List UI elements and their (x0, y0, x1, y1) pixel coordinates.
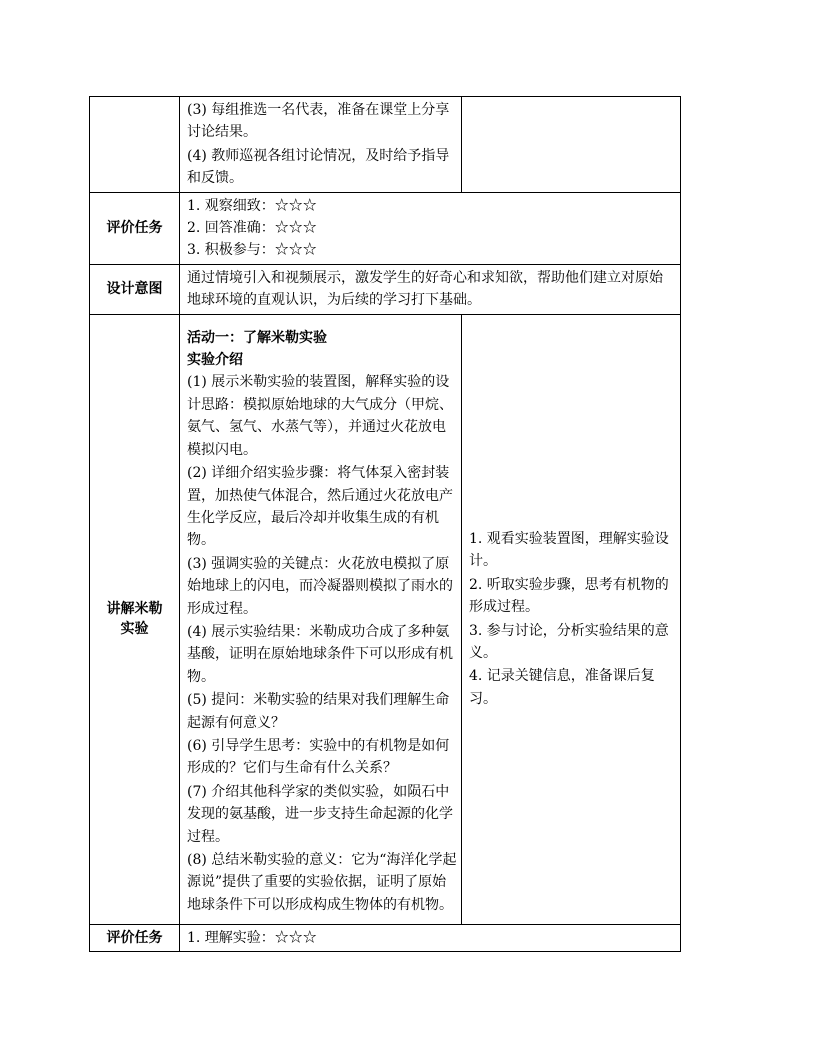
evaluation-criteria-cell (180, 192, 681, 264)
teacher-step-7: (7) 介绍其他科学家的类似实验，如陨石中发现的氨基酸，进一步支持生命起源的化学过程。 (187, 783, 453, 845)
design-intent-text: 通过情境引入和视频展示，激发学生的好奇心和求知欲，帮助他们建立对原始地球环境的直观认识，为后续的学习打下基础。 (187, 269, 663, 309)
student-step-4: 4. 记录关键信息，准备课后复习。 (469, 668, 655, 707)
discussion-step-4: (4) 教师巡视各组讨论情况，及时给予指导和反馈。 (187, 147, 450, 187)
table-row-evaluation-2 (90, 924, 681, 951)
section-title: 实验介绍 (187, 352, 243, 369)
activity-title: 活动一：了解米勒实验 (187, 329, 327, 346)
student-step-3: 3. 参与讨论，分析实验结果的意义。 (469, 622, 669, 662)
table-row-miller-experiment (90, 314, 681, 924)
teacher-activity-cell (180, 314, 462, 924)
discussion-steps-cell (180, 97, 462, 193)
row-label-line-2: 实验 (120, 621, 149, 638)
teacher-step-1: (1) 展示米勒实验的装置图，解释实验的设计思路：模拟原始地球的大气成分（甲烷、氨气、氢气、水蒸气等），并通过火花放电模拟闪电。 (187, 374, 453, 458)
evaluation-item-2: 2. 回答准确：☆☆☆ (187, 220, 317, 237)
design-intent-cell (180, 264, 681, 314)
row-label-miller-experiment (90, 314, 180, 924)
student-activity-empty-cell (462, 97, 681, 193)
table-row-discussion-continued (90, 97, 681, 193)
teacher-step-4: (4) 展示实验结果：米勒成功合成了多种氨基酸，证明在原始地球条件下可以形成有机物。 (187, 623, 453, 685)
table-row-design-intent (90, 264, 681, 314)
row-label-evaluation: 评价任务 (90, 192, 180, 264)
discussion-step-3: (3) 每组推选一名代表，准备在课堂上分享讨论结果。 (187, 102, 450, 141)
student-step-1: 1. 观看实验装置图，理解实验设计。 (469, 531, 669, 570)
student-step-2: 2. 听取实验步骤，思考有机物的形成过程。 (469, 576, 669, 616)
evaluation-criteria-cell-2 (180, 924, 681, 951)
teacher-step-5: (5) 提问：米勒实验的结果对我们理解生命起源有何意义？ (187, 692, 450, 731)
row-label-design-intent: 设计意图 (90, 264, 180, 314)
evaluation-2-item-1: 1. 理解实验：☆☆☆ (187, 929, 317, 946)
teacher-step-8: (8) 总结米勒实验的意义：它为“海洋化学起源说”提供了重要的实验依据，证明了原始地球条件下可以形成构成生物体的有机物。 (187, 852, 457, 913)
evaluation-item-1: 1. 观察细致：☆☆☆ (187, 197, 317, 214)
teacher-step-6: (6) 引导学生思考：实验中的有机物是如何形成的？它们与生命有什么关系？ (187, 737, 450, 777)
teacher-step-3: (3) 强调实验的关键点：火花放电模拟了原始地球上的闪电，而冷凝器则模拟了雨水的形成过程。 (187, 555, 453, 617)
student-activity-cell (462, 314, 681, 924)
row-label-empty (90, 97, 180, 193)
evaluation-item-3: 3. 积极参与：☆☆☆ (187, 242, 317, 259)
row-label-line-1: 讲解米勒 (106, 601, 163, 618)
row-label-evaluation-2: 评价任务 (90, 924, 180, 951)
table-row-evaluation-1 (90, 192, 681, 264)
lesson-plan-table (89, 96, 681, 952)
teacher-step-2: (2) 详细介绍实验步骤：将气体泵入密封装置，加热使气体混合，然后通过火花放电产生化学反应，最后冷却并收集生成的有机物。 (187, 465, 453, 549)
